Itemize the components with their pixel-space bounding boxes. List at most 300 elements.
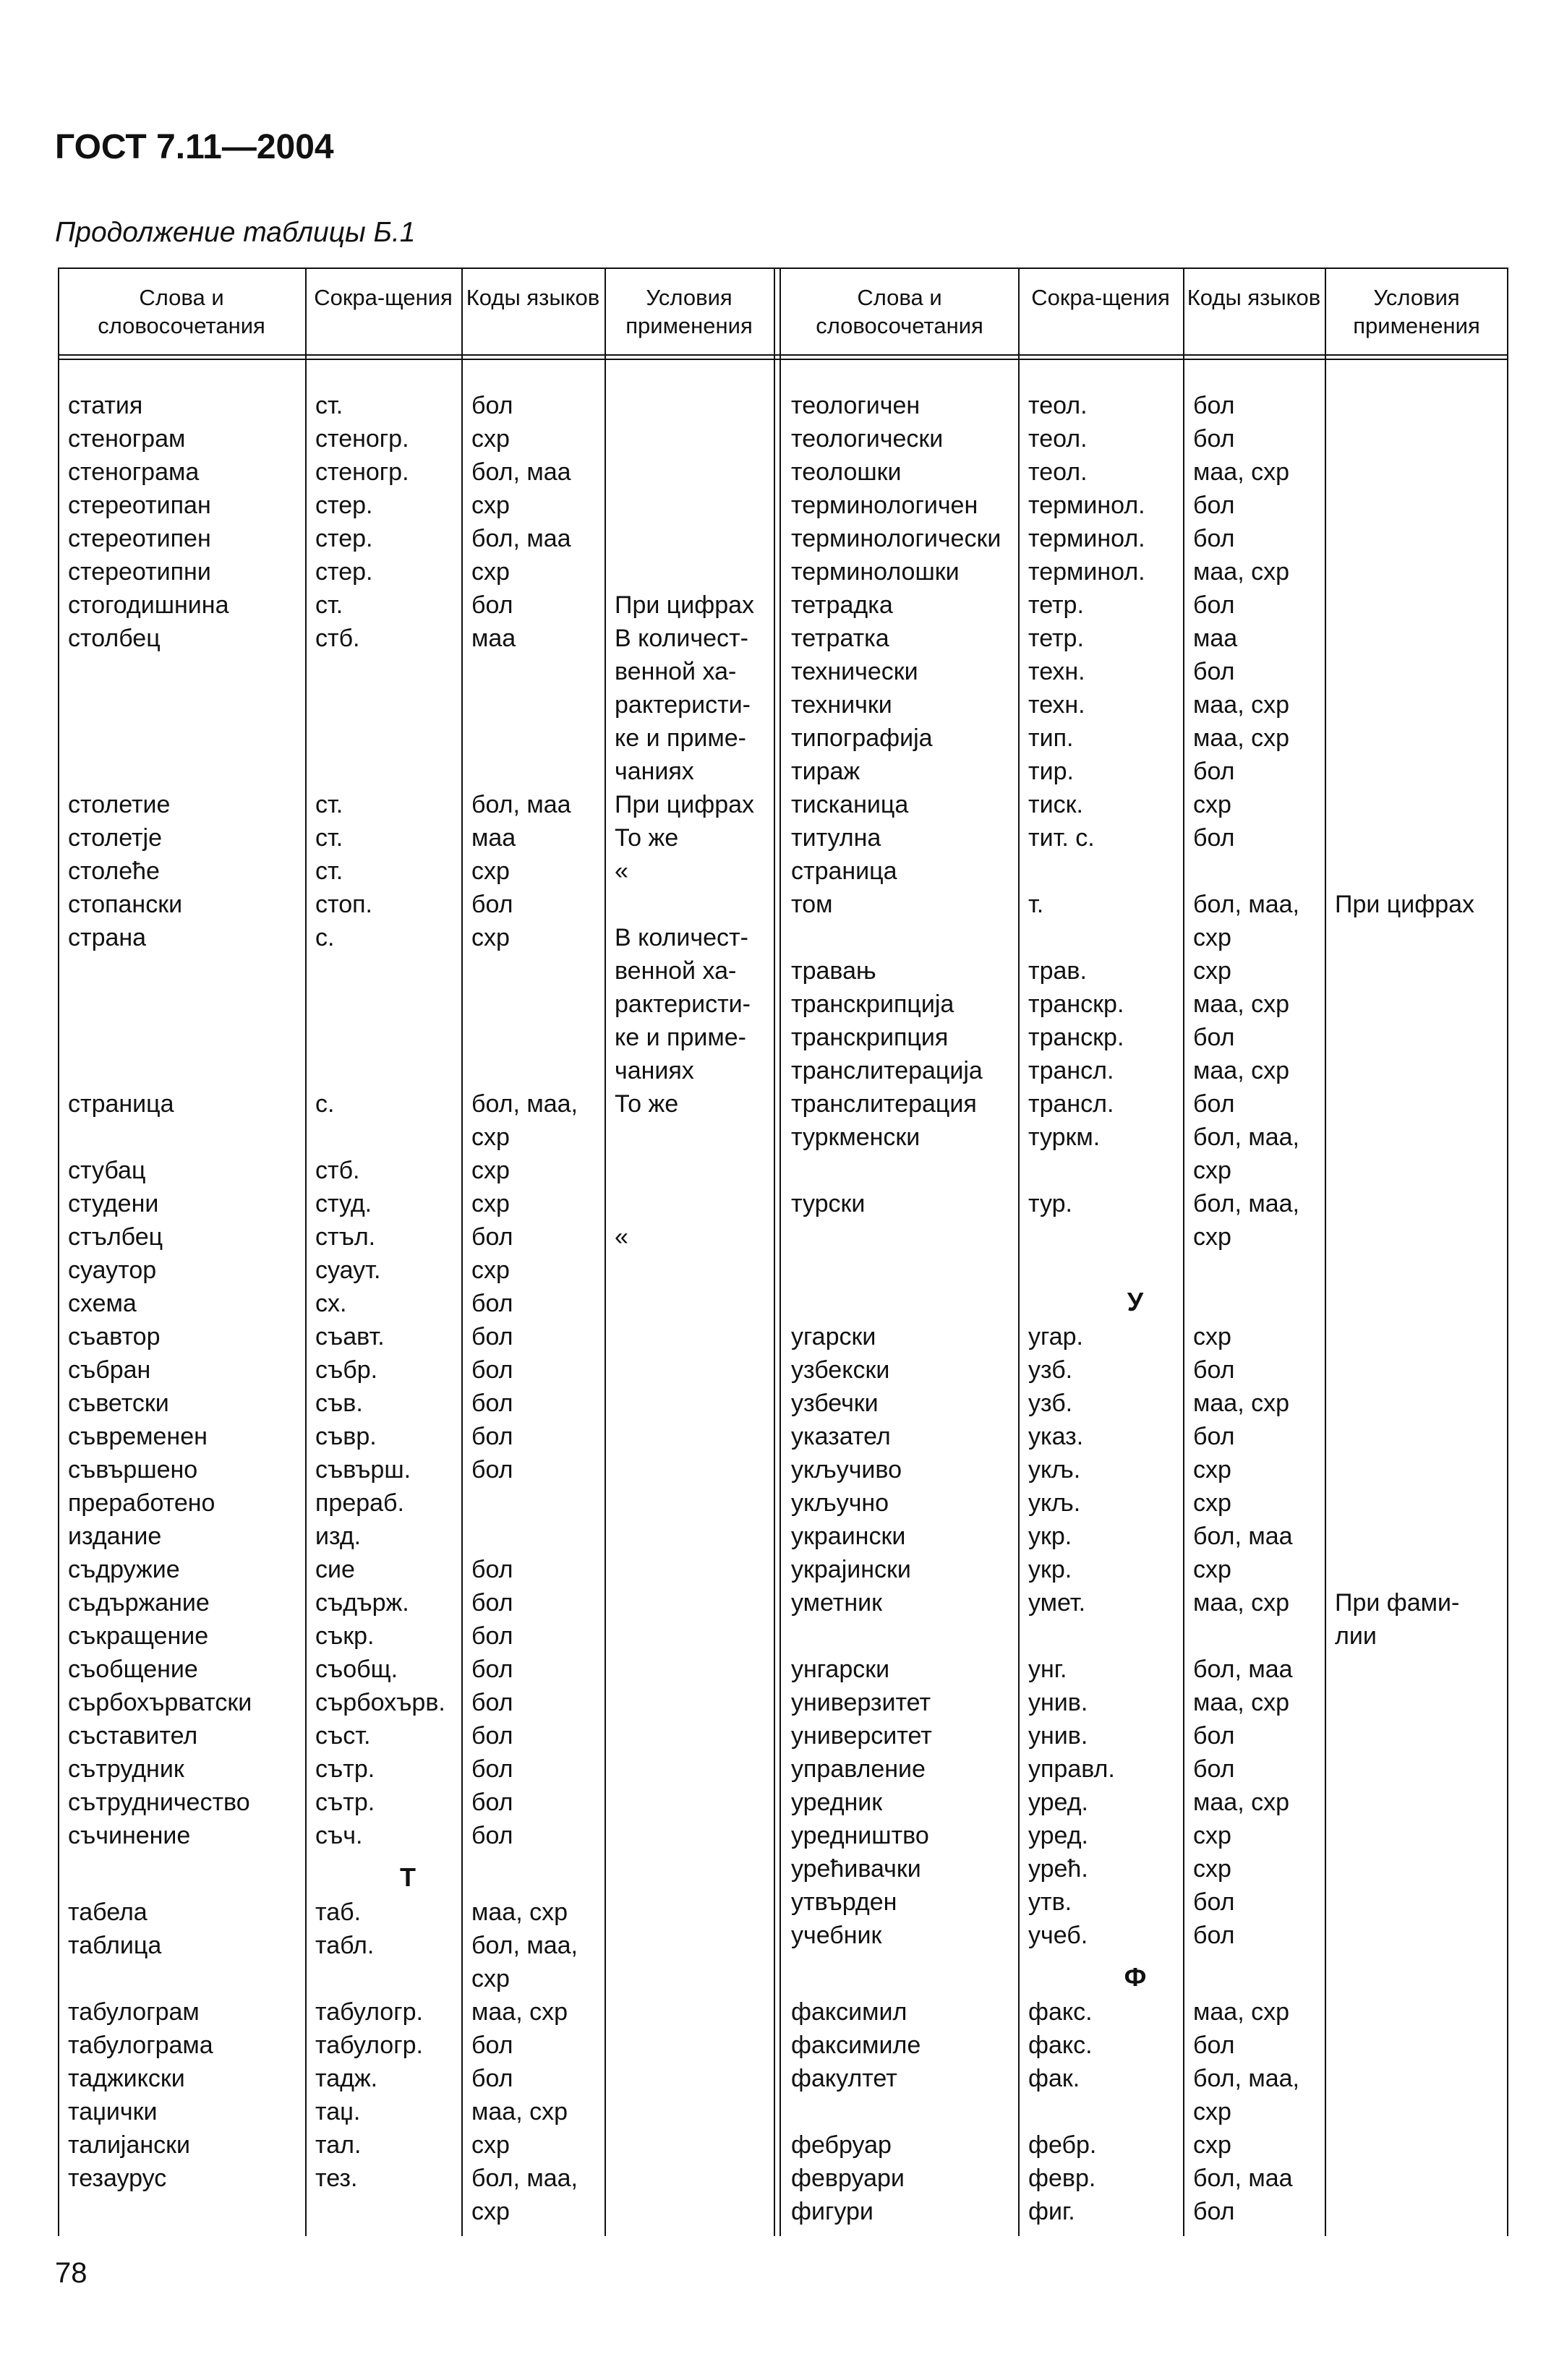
right-cell-abbr: указ. [1028, 1423, 1084, 1450]
left-cell-word: съдружие [68, 1556, 180, 1583]
left-cell-abbr: съч. [315, 1822, 363, 1849]
right-cell-codes: бол [1193, 1922, 1235, 1949]
right-cell-codes: бол, маа, [1193, 1123, 1300, 1151]
right-cell-abbr: тетр. [1028, 591, 1084, 619]
left-cell-abbr: сх. [315, 1290, 347, 1317]
right-cell-word: транслитерација [791, 1057, 983, 1084]
right-cell-abbr: угар. [1028, 1323, 1083, 1350]
right-header-abbr: Сокра-щения [1031, 285, 1170, 310]
left-cell-abbr: табулогр. [315, 1998, 423, 2026]
left-cell-abbr: с. [315, 1090, 335, 1118]
left-cell-abbr: сие [315, 1556, 355, 1583]
left-cell-abbr: ст. [315, 791, 343, 818]
right-cell-word: тетратка [791, 625, 889, 652]
left-cell-word: тезаурус [68, 2164, 167, 2192]
left-cell-abbr: ст. [315, 857, 343, 885]
right-cell-word: терминологичен [791, 492, 978, 519]
right-cell-codes: маа, схр [1193, 458, 1289, 486]
left-cell-word: табулограм [68, 1998, 200, 2026]
table-left-border [58, 267, 59, 2236]
right-cell-abbr: уред. [1028, 1822, 1088, 1849]
left-cell-cond: рактеристи- [615, 990, 751, 1018]
right-cell-codes: бол, маа [1193, 1656, 1293, 1683]
left-cell-cond: « [615, 1223, 628, 1251]
right-cell-word: украински [791, 1523, 906, 1550]
left-cell-codes: бол [471, 1822, 513, 1849]
section-letter-f: Ф [1124, 1961, 1147, 1992]
left-cell-word: стенограм [68, 425, 186, 453]
left-cell-cond: В количест- [615, 924, 748, 951]
left-cell-abbr: съобщ. [315, 1656, 398, 1683]
left-cell-word: стогодишнина [68, 591, 229, 619]
right-cell-abbr: тур. [1028, 1190, 1072, 1217]
left-header-cond: Условия применения [625, 285, 753, 338]
left-cell-codes: бол, маа [471, 458, 571, 486]
left-cell-word: съкращение [68, 1622, 209, 1650]
left-cell-word: съобщение [68, 1656, 198, 1683]
right-cell-codes: бол [1193, 492, 1235, 519]
right-cell-codes: маа, схр [1193, 1057, 1289, 1084]
right-cell-word: страница [791, 857, 897, 885]
column-rule [305, 267, 307, 2236]
right-cell-codes: бол [1193, 525, 1235, 552]
right-cell-word: уметник [791, 1589, 882, 1617]
left-cell-word: таџички [68, 2097, 158, 2126]
header-rule-double [58, 359, 1508, 360]
left-cell-codes: маа [471, 625, 516, 652]
left-cell-codes: маа, схр [471, 1898, 568, 1926]
right-cell-word: универзитет [791, 1689, 931, 1716]
left-cell-abbr: таб. [315, 1898, 362, 1926]
right-cell-codes: бол [1193, 591, 1235, 619]
right-cell-codes: бол [1193, 1024, 1235, 1051]
right-header-cond: Условия применения [1353, 285, 1480, 338]
left-cell-abbr: суаут. [315, 1257, 381, 1284]
right-cell-abbr: тип. [1028, 724, 1074, 752]
right-cell-abbr: трансл. [1028, 1057, 1114, 1084]
left-cell-word: сърбохърватски [68, 1689, 252, 1716]
right-cell-codes: маа, схр [1193, 1998, 1289, 2026]
left-cell-abbr: стъл. [315, 1223, 376, 1251]
left-cell-codes: бол [471, 1290, 513, 1317]
column-rule [605, 267, 606, 2236]
left-cell-abbr: сърбохърв. [315, 1689, 445, 1716]
column-rule [1325, 267, 1326, 2236]
left-cell-word: талијански [68, 2131, 191, 2159]
left-cell-word: таджикски [68, 2064, 185, 2092]
left-cell-codes: схр [471, 1964, 510, 1992]
right-cell-word: укључиво [791, 1456, 902, 1484]
right-cell-word: укључно [791, 1489, 889, 1517]
right-cell-abbr: фак. [1028, 2064, 1080, 2092]
left-cell-abbr: с. [315, 924, 335, 951]
right-cell-abbr: тиск. [1028, 791, 1083, 818]
right-cell-codes: маа, схр [1193, 1789, 1289, 1816]
right-cell-word: узбечки [791, 1390, 879, 1417]
left-cell-abbr: съв. [315, 1390, 363, 1417]
left-cell-codes: бол, маа, [471, 1090, 578, 1118]
right-cell-abbr: тит. с. [1028, 824, 1095, 852]
right-cell-word: управление [791, 1755, 926, 1783]
right-cell-abbr: факс. [1028, 2031, 1093, 2059]
right-cell-codes: бол, маа [1193, 1523, 1293, 1550]
column-rule [1183, 267, 1184, 2236]
right-cell-codes: бол [1193, 1755, 1235, 1783]
right-cell-word: травањ [791, 957, 876, 985]
left-cell-word: столетје [68, 824, 163, 852]
left-header-abbr: Сокра-щения [314, 285, 453, 310]
left-cell-codes: схр [471, 1123, 510, 1151]
left-cell-codes: бол [471, 1656, 513, 1683]
left-cell-abbr: съдърж. [315, 1589, 409, 1617]
right-cell-abbr: укр. [1028, 1556, 1072, 1583]
left-cell-cond: То же [615, 1090, 679, 1118]
left-cell-abbr: съкр. [315, 1622, 375, 1650]
right-header-words: Слова и словосочетания [816, 285, 983, 338]
right-cell-word: теолошки [791, 458, 902, 486]
left-cell-word: стопански [68, 891, 183, 918]
right-cell-abbr: туркм. [1028, 1123, 1101, 1151]
left-cell-word: стереотипан [68, 492, 211, 519]
right-cell-codes: бол [1193, 824, 1235, 852]
left-cell-word: преработено [68, 1489, 215, 1517]
left-cell-codes: бол [471, 2031, 513, 2059]
right-cell-word: факултет [791, 2064, 897, 2092]
left-cell-word: съвършено [68, 1456, 198, 1484]
right-cell-word: факсимил [791, 1998, 907, 2026]
right-header-codes: Коды языков [1187, 285, 1321, 310]
left-cell-abbr: стб. [315, 1157, 360, 1184]
right-cell-abbr: укљ. [1028, 1456, 1081, 1484]
left-cell-word: стълбец [68, 1223, 163, 1251]
right-cell-codes: бол [1193, 658, 1235, 685]
section-letter-u: У [1127, 1287, 1144, 1317]
right-cell-word: тисканица [791, 791, 909, 818]
right-cell-abbr: умет. [1028, 1589, 1086, 1617]
left-cell-word: съчинение [68, 1822, 191, 1849]
left-cell-codes: бол, маа [471, 525, 571, 552]
right-cell-word: том [791, 891, 833, 918]
right-cell-codes: маа, схр [1193, 990, 1289, 1018]
left-cell-abbr: ст. [315, 591, 343, 619]
right-cell-abbr: управл. [1028, 1755, 1115, 1783]
right-cell-codes: бол [1193, 2031, 1235, 2059]
right-cell-cond: При цифрах [1335, 891, 1475, 918]
left-cell-word: схема [68, 1290, 137, 1317]
left-cell-word: съдържание [68, 1589, 210, 1617]
left-cell-word: събран [68, 1356, 151, 1384]
left-cell-codes: схр [471, 492, 510, 519]
right-cell-codes: схр [1193, 2097, 1231, 2126]
left-cell-word: статия [68, 392, 143, 419]
left-cell-word: табела [68, 1898, 148, 1926]
left-cell-codes: бол [471, 1223, 513, 1251]
left-cell-abbr: табулогр. [315, 2031, 423, 2059]
left-cell-codes: бол [471, 1755, 513, 1783]
right-cell-word: унгарски [791, 1656, 890, 1683]
left-cell-codes: схр [471, 1190, 510, 1217]
right-cell-word: транскрипция [791, 1024, 949, 1051]
table-right-border [1507, 267, 1508, 2236]
left-cell-codes: схр [471, 2197, 510, 2225]
left-cell-cond: рактеристи- [615, 691, 751, 719]
right-cell-word: февруари [791, 2164, 905, 2192]
middle-separator [774, 267, 775, 2236]
right-cell-word: теологичен [791, 392, 921, 419]
right-cell-abbr: теол. [1028, 392, 1088, 419]
left-cell-word: съставител [68, 1722, 198, 1750]
left-cell-abbr: стб. [315, 625, 360, 652]
right-cell-codes: бол [1193, 758, 1235, 785]
left-cell-codes: бол [471, 1789, 513, 1816]
right-cell-abbr: терминол. [1028, 492, 1145, 519]
right-cell-codes: схр [1193, 1556, 1231, 1583]
left-cell-abbr: прераб. [315, 1489, 404, 1517]
header-rule [58, 354, 1508, 356]
left-cell-cond: В количест- [615, 625, 748, 652]
left-cell-codes: схр [471, 558, 510, 586]
right-cell-codes: бол [1193, 425, 1235, 453]
right-cell-codes: бол, маа [1193, 2164, 1293, 2192]
left-cell-cond: чаниях [615, 758, 694, 785]
right-cell-word: уредник [791, 1789, 883, 1816]
right-cell-word: технически [791, 658, 918, 685]
left-cell-cond: То же [615, 824, 679, 852]
left-cell-word: съавтор [68, 1323, 161, 1350]
left-cell-codes: бол [471, 1356, 513, 1384]
left-cell-word: страница [68, 1090, 174, 1118]
left-cell-abbr: събр. [315, 1356, 378, 1384]
right-cell-codes: схр [1193, 1489, 1231, 1517]
right-cell-codes: маа, схр [1193, 558, 1289, 586]
left-cell-abbr: стеногр. [315, 425, 409, 453]
left-cell-cond: « [615, 857, 628, 885]
right-cell-word: терминолошки [791, 558, 960, 586]
left-cell-abbr: съавт. [315, 1323, 385, 1350]
right-cell-codes: маа [1193, 625, 1238, 652]
left-cell-abbr: съвр. [315, 1423, 377, 1450]
right-cell-word: турски [791, 1190, 866, 1217]
right-cell-codes: схр [1193, 2131, 1231, 2159]
right-cell-abbr: уред. [1028, 1789, 1088, 1816]
left-cell-codes: схр [471, 2131, 510, 2159]
right-cell-word: фигури [791, 2197, 874, 2225]
right-cell-word: угарски [791, 1323, 876, 1350]
right-cell-word: терминологически [791, 525, 1001, 552]
left-cell-codes: схр [471, 857, 510, 885]
right-cell-codes: бол, маа, [1193, 891, 1300, 918]
left-cell-codes: бол [471, 1622, 513, 1650]
left-cell-abbr: стер. [315, 492, 373, 519]
left-cell-codes: бол [471, 392, 513, 419]
right-cell-codes: бол [1193, 1090, 1235, 1118]
right-cell-abbr: трав. [1028, 957, 1087, 985]
right-cell-codes: бол, маа, [1193, 1190, 1300, 1217]
left-cell-codes: бол [471, 1390, 513, 1417]
right-cell-codes: схр [1193, 791, 1231, 818]
right-cell-codes: маа, схр [1193, 1390, 1289, 1417]
left-cell-codes: бол [471, 1689, 513, 1716]
left-cell-word: съветски [68, 1390, 169, 1417]
left-cell-codes: бол [471, 1556, 513, 1583]
right-cell-word: уредништво [791, 1822, 929, 1849]
left-cell-abbr: стер. [315, 525, 373, 552]
right-cell-cond: лии [1335, 1622, 1377, 1650]
right-cell-codes: маа, схр [1193, 724, 1289, 752]
right-cell-abbr: транскр. [1028, 1024, 1124, 1051]
right-cell-abbr: укр. [1028, 1523, 1072, 1550]
right-cell-codes: бол [1193, 1423, 1235, 1450]
right-cell-abbr: т. [1028, 891, 1044, 918]
left-cell-codes: схр [471, 924, 510, 951]
left-cell-codes: маа, схр [471, 2097, 568, 2126]
left-cell-cond: венной ха- [615, 957, 737, 985]
right-cell-codes: бол [1193, 392, 1235, 419]
right-cell-codes: схр [1193, 1822, 1231, 1849]
right-cell-codes: схр [1193, 924, 1231, 951]
right-cell-codes: маа, схр [1193, 691, 1289, 719]
right-cell-word: тираж [791, 758, 860, 785]
left-cell-codes: схр [471, 1157, 510, 1184]
left-cell-abbr: тадж. [315, 2064, 378, 2092]
left-cell-abbr: таџ. [315, 2097, 361, 2126]
left-cell-abbr: ст. [315, 392, 343, 419]
right-cell-word: теологически [791, 425, 944, 453]
right-cell-codes: схр [1193, 1157, 1231, 1184]
right-cell-word: узбекски [791, 1356, 890, 1384]
right-cell-abbr: факс. [1028, 1998, 1093, 2026]
column-rule [1018, 267, 1020, 2236]
left-header-words: Слова и словосочетания [98, 285, 265, 338]
right-cell-cond: При фами- [1335, 1589, 1460, 1617]
left-cell-word: стенограма [68, 458, 200, 486]
left-cell-word: столетие [68, 791, 171, 818]
right-cell-abbr: урећ. [1028, 1855, 1088, 1883]
left-cell-abbr: съст. [315, 1722, 371, 1750]
left-cell-word: столбец [68, 625, 161, 652]
right-cell-codes: бол [1193, 1888, 1235, 1916]
right-cell-abbr: техн. [1028, 691, 1085, 719]
column-rule [461, 267, 463, 2236]
left-cell-cond: При цифрах [615, 791, 755, 818]
left-cell-abbr: стер. [315, 558, 373, 586]
left-cell-codes: бол, маа, [471, 1931, 578, 1959]
left-cell-word: суаутор [68, 1257, 157, 1284]
right-cell-abbr: тетр. [1028, 625, 1084, 652]
right-cell-word: тетрадка [791, 591, 893, 619]
left-cell-word: страна [68, 924, 147, 951]
left-cell-word: издание [68, 1523, 162, 1550]
right-cell-abbr: терминол. [1028, 525, 1145, 552]
right-cell-abbr: фебр. [1028, 2131, 1097, 2159]
left-cell-abbr: тез. [315, 2164, 358, 2192]
right-cell-abbr: терминол. [1028, 558, 1145, 586]
left-cell-abbr: ст. [315, 824, 343, 852]
left-cell-abbr: съвърш. [315, 1456, 411, 1484]
right-cell-abbr: транскр. [1028, 990, 1124, 1018]
left-cell-word: стубац [68, 1157, 146, 1184]
left-cell-codes: бол [471, 591, 513, 619]
document-title: ГОСТ 7.11—2004 [55, 128, 334, 166]
left-cell-codes: схр [471, 1257, 510, 1284]
right-cell-abbr: унив. [1028, 1722, 1088, 1750]
right-cell-word: указател [791, 1423, 891, 1450]
right-cell-codes: маа, схр [1193, 1589, 1289, 1617]
left-cell-abbr: изд. [315, 1523, 362, 1550]
left-cell-abbr: тал. [315, 2131, 362, 2159]
right-cell-word: туркменски [791, 1123, 921, 1151]
left-cell-word: стереотипни [68, 558, 211, 586]
left-cell-codes: маа [471, 824, 516, 852]
left-cell-codes: бол [471, 1722, 513, 1750]
right-cell-abbr: теол. [1028, 425, 1088, 453]
right-cell-abbr: унив. [1028, 1689, 1088, 1716]
right-cell-word: титулна [791, 824, 881, 852]
right-cell-abbr: унг. [1028, 1656, 1067, 1683]
page-number: 78 [55, 2257, 87, 2289]
table-continuation-caption: Продолжение таблицы Б.1 [55, 217, 416, 248]
right-cell-abbr: фиг. [1028, 2197, 1075, 2225]
right-cell-word: транслитерация [791, 1090, 977, 1118]
right-cell-word: университет [791, 1722, 932, 1750]
right-cell-word: транскрипција [791, 990, 954, 1018]
right-cell-abbr: укљ. [1028, 1489, 1081, 1517]
right-cell-abbr: утв. [1028, 1888, 1072, 1916]
right-cell-abbr: узб. [1028, 1356, 1073, 1384]
right-cell-word: фебруар [791, 2131, 892, 2159]
left-cell-cond: ке и приме- [615, 1024, 746, 1051]
right-cell-word: технички [791, 691, 892, 719]
left-cell-word: стереотипен [68, 525, 211, 552]
right-cell-word: типографија [791, 724, 933, 752]
left-cell-codes: бол [471, 1423, 513, 1450]
left-cell-cond: чаниях [615, 1057, 694, 1084]
left-cell-abbr: стоп. [315, 891, 372, 918]
right-cell-abbr: теол. [1028, 458, 1088, 486]
left-cell-word: студени [68, 1190, 159, 1217]
left-cell-codes: бол [471, 1323, 513, 1350]
left-cell-abbr: сътр. [315, 1789, 375, 1816]
right-cell-abbr: узб. [1028, 1390, 1073, 1417]
right-cell-codes: схр [1193, 1456, 1231, 1484]
section-letter-t: Т [400, 1862, 416, 1892]
right-cell-abbr: трансл. [1028, 1090, 1114, 1118]
left-cell-codes: бол [471, 1456, 513, 1484]
left-cell-codes: бол [471, 891, 513, 918]
left-cell-word: таблица [68, 1931, 162, 1959]
left-cell-codes: схр [471, 425, 510, 453]
left-cell-word: съвременен [68, 1423, 208, 1450]
right-cell-word: утвърден [791, 1888, 897, 1916]
right-cell-abbr: учеб. [1028, 1922, 1088, 1949]
left-cell-abbr: табл. [315, 1931, 375, 1959]
right-cell-codes: схр [1193, 957, 1231, 985]
left-cell-codes: бол [471, 1589, 513, 1617]
left-cell-abbr: сътр. [315, 1755, 375, 1783]
right-cell-word: учебник [791, 1922, 882, 1949]
right-cell-abbr: техн. [1028, 658, 1085, 685]
middle-separator-double [780, 267, 781, 2236]
left-cell-abbr: стеногр. [315, 458, 409, 486]
right-cell-abbr: февр. [1028, 2164, 1096, 2192]
left-cell-codes: маа, схр [471, 1998, 568, 2026]
left-cell-word: столеће [68, 857, 160, 885]
table-top-border [58, 267, 1508, 269]
left-cell-codes: бол, маа, [471, 2164, 578, 2192]
right-cell-word: факсимиле [791, 2031, 921, 2059]
left-cell-word: сътрудничество [68, 1789, 250, 1816]
left-cell-word: сътрудник [68, 1755, 184, 1783]
